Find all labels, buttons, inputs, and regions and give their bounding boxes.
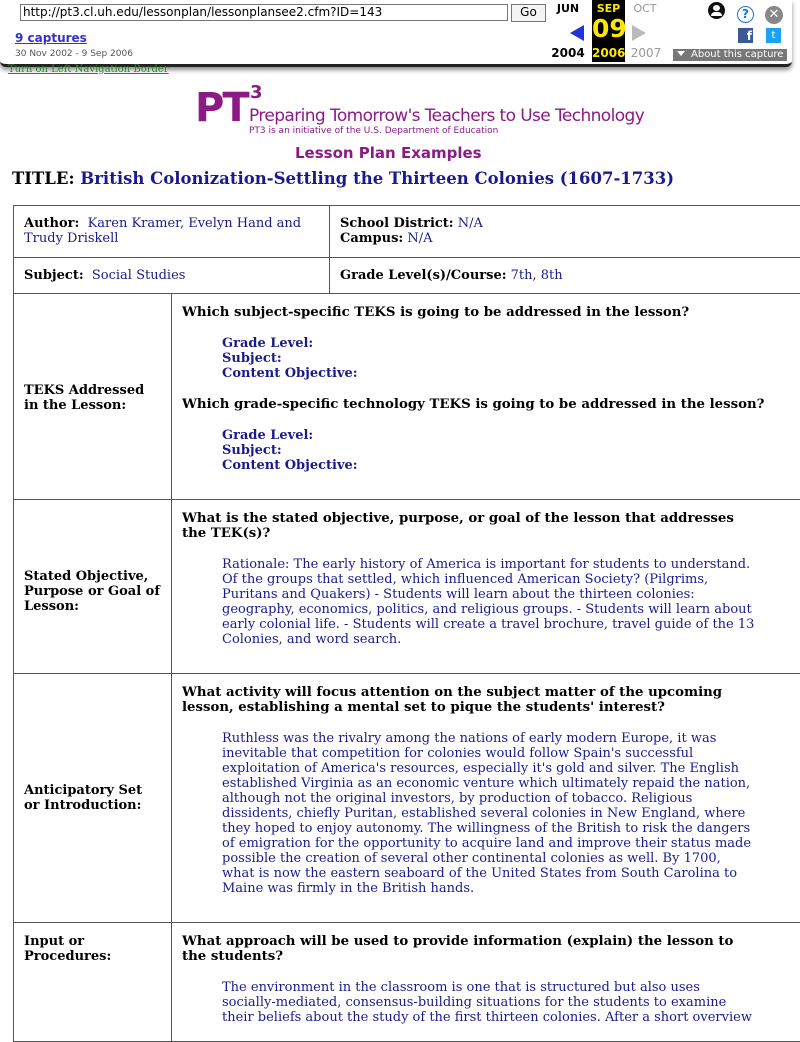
procedures-question: What approach will be used to provide information (explain) the lesson to the students?: [182, 934, 734, 964]
campus-label: Campus:: [340, 231, 404, 246]
teks-subject-2: Subject:: [222, 443, 282, 458]
subject-cell: [13, 257, 330, 294]
objective-label: Stated Objective, Purpose or Goal of Lesson:: [24, 569, 160, 614]
teks-label-cell: [13, 293, 172, 500]
current-month: SEP: [596, 2, 621, 15]
procedures-label: Input or Procedures:: [24, 934, 112, 964]
teks-grade-level-2: Grade Level:: [222, 428, 314, 443]
prev-month-link[interactable]: JUN: [556, 2, 580, 15]
capture-range: 30 Nov 2002 - 9 Sep 2006: [15, 49, 133, 59]
grade-cell: [329, 257, 800, 294]
anticipatory-label: Anticipatory Set or Introduction:: [24, 783, 143, 813]
teks-content-cell: [171, 293, 800, 500]
url-input[interactable]: http://pt3.cl.uh.edu/lessonplan/lessonplansee2.cfm?ID=143: [20, 4, 508, 21]
section-heading: Lesson Plan Examples: [295, 144, 482, 162]
prev-year-link[interactable]: 2004: [551, 46, 585, 60]
teks-question-2: Which grade-specific technology TEKS is going to be addressed in the lesson?: [182, 397, 765, 412]
grade-label: Grade Level(s)/Course:: [340, 268, 507, 283]
anticipatory-answer: Ruthless was the rivalry among the nations of early modern Europe, it was inevitable that competition for colonies would follow Spain's successful exploitation of America's resources, especially it's gold and silver. The English established Virginia as an economic venture which ultimately repaid the nation, although not the original investors, by production of tobacco. Religious dissidents, chiefly Puritan, established several colonies in New England, where they hoped to enjoy autonomy. The willingness of the British to risk the dangers of emigration for the opportunity to acquire land and improve their status made possible the creation of several other continental colonies as well. By 1700, what is now the eastern seaboard of the United States from South Carolina to Maine was firmly in the British hands.: [222, 731, 752, 896]
next-capture-arrow-icon: [632, 25, 646, 41]
logo-superscript: 3: [250, 82, 263, 103]
about-capture-button[interactable]: [673, 49, 787, 61]
author-label: Author:: [24, 216, 80, 231]
page-title: [12, 169, 674, 188]
subject-label: Subject:: [24, 268, 84, 283]
logo-subline: PT3 is an initiative of the U.S. Department of Education: [249, 126, 499, 136]
grade-value: 7th, 8th: [510, 268, 563, 283]
procedures-answer: The environment in the classroom is one that is structured but also uses socially-mediated, consensus-building situations for the students to examine their beliefs about the study of the first thirteen colonies. After a short overview: [222, 980, 752, 1025]
prev-capture-arrow-icon[interactable]: [570, 25, 584, 41]
district-value: N/A: [457, 216, 483, 231]
author-cell: [13, 205, 330, 258]
author-value: Karen Kramer, Evelyn Hand and Trudy Driskell: [24, 216, 302, 246]
campus-value: N/A: [407, 231, 433, 246]
title-text: British Colonization-Settling the Thirteen Colonies (1607-1733): [80, 169, 675, 188]
subject-value: Social Studies: [91, 268, 186, 283]
next-month: OCT: [633, 2, 657, 15]
anticipatory-label-cell: [13, 673, 172, 923]
wayback-toolbar: [0, 0, 792, 67]
teks-content-objective-1: Content Objective:: [222, 366, 358, 381]
teks-label: TEKS Addressed in the Lesson:: [24, 382, 145, 413]
go-button[interactable]: Go: [511, 4, 546, 22]
pt3-logo: [195, 82, 645, 162]
teks-subject-1: Subject:: [222, 351, 282, 366]
objective-label-cell: [13, 499, 172, 674]
facebook-icon[interactable]: f: [738, 28, 753, 43]
current-year: 2006: [592, 46, 626, 60]
anticipatory-question: What activity will focus attention on the subject matter of the upcoming lesson, establishing a mental set to pique the students' interest?: [182, 685, 723, 715]
help-icon[interactable]: ?: [737, 6, 754, 23]
teks-grade-level-1: Grade Level:: [222, 336, 314, 351]
teks-content-objective-2: Content Objective:: [222, 458, 358, 473]
current-day: 09: [592, 14, 627, 43]
left-nav-toggle-link[interactable]: Turn on Left Navigation Border: [8, 64, 169, 75]
about-capture-label: About this capture: [691, 49, 784, 60]
captures-link[interactable]: 9 captures: [15, 31, 87, 45]
anticipatory-content-cell: [171, 673, 800, 923]
twitter-icon[interactable]: t: [766, 28, 781, 43]
teks-question-1: Which subject-specific TEKS is going to be addressed in the lesson?: [182, 305, 690, 320]
objective-content-cell: [171, 499, 800, 674]
dropdown-arrow-icon: [677, 51, 685, 56]
close-icon[interactable]: ✕: [765, 6, 783, 24]
next-year: 2007: [630, 46, 662, 60]
district-label: School District:: [340, 216, 454, 231]
objective-question: What is the stated objective, purpose, or goal of the lesson that addresses the TEK(s)?: [182, 511, 734, 541]
procedures-label-cell: [13, 922, 172, 1042]
title-label: TITLE:: [12, 169, 75, 188]
district-cell: [329, 205, 800, 258]
user-icon[interactable]: [708, 2, 725, 19]
logo-tagline: Preparing Tomorrow's Teachers to Use Technology: [249, 106, 645, 126]
procedures-content-cell: [171, 922, 800, 1042]
logo-pt: PT: [195, 85, 248, 131]
objective-answer: Rationale: The early history of America is important for students to understand. Of the groups that settled, which influenced American Society? (Pilgrims, Puritans and Quakers) - Students will learn about the thirteen colonies: geography, economics, politics, and religious groups. - Students will learn about early colonial life. - Students will create a travel brochure, travel guide of the 13 Colonies, and word search.: [222, 557, 755, 647]
